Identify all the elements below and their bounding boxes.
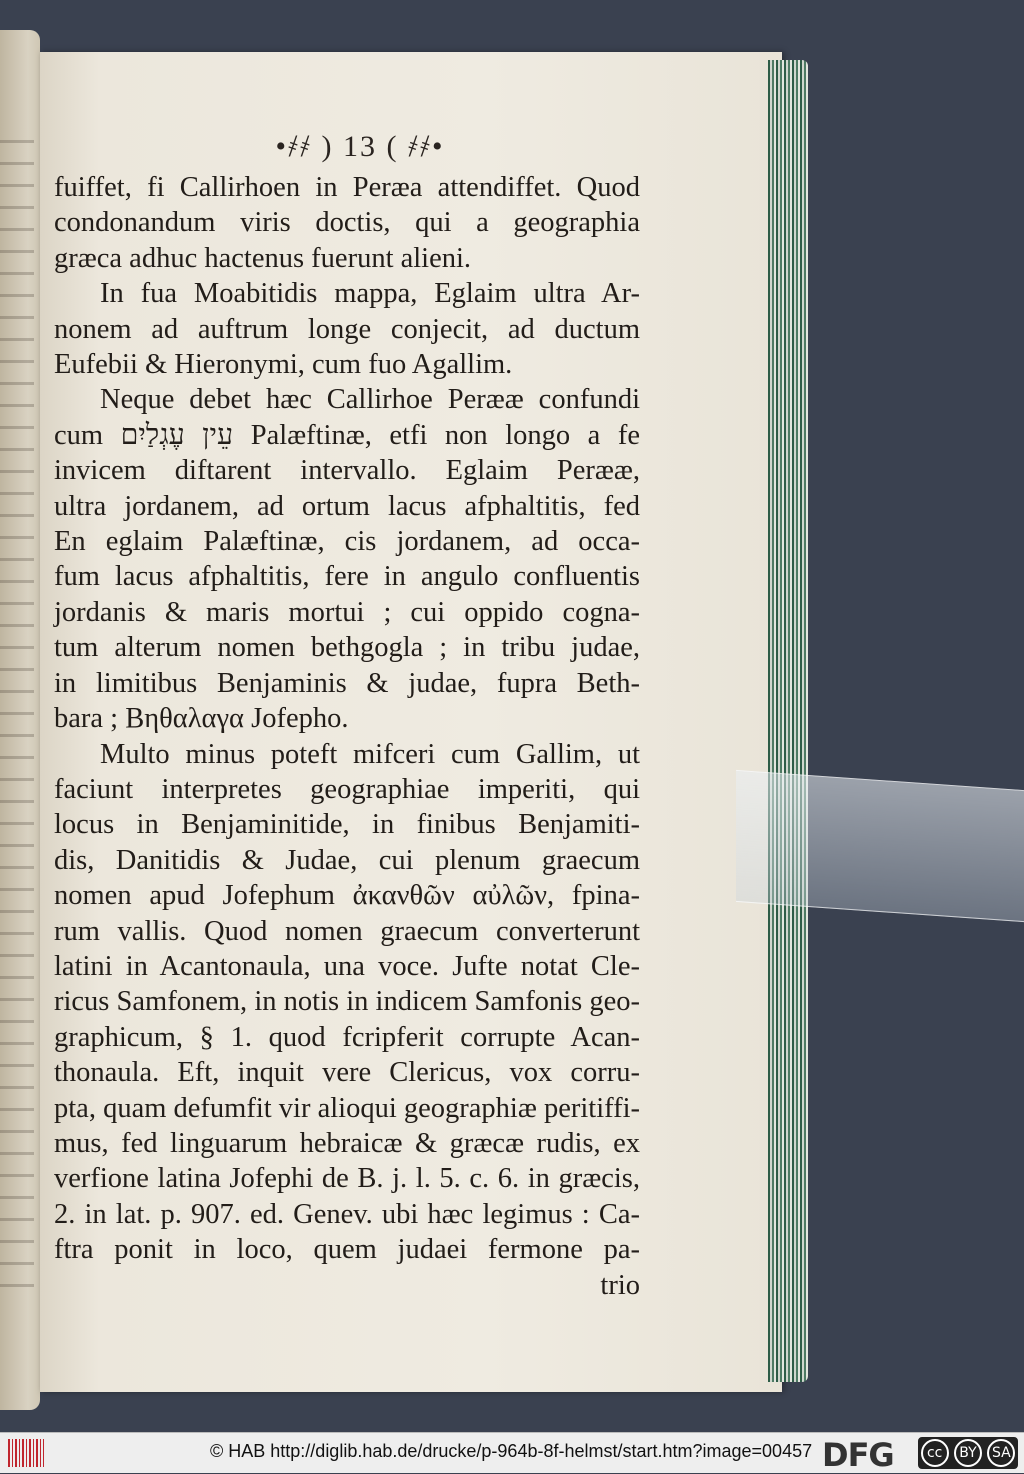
text-line: Neque debet hæc Callirhoe Perææ confundi (100, 384, 640, 416)
cc-icon: cc (921, 1439, 949, 1467)
text-line: thonaula. Eft, inquit vere Clericus, vox corru- (54, 1057, 640, 1089)
dfg-logo: DFG (822, 1436, 894, 1474)
text-line: tum alterum nomen bethgogla ; in tribu judae, (54, 632, 640, 664)
text-line: invicem diftarent intervallo. Eglaim Perææ, (54, 455, 640, 487)
text-line: nomen apud Jofephum ἀκανθῶν αὐλῶν, fpina- (54, 880, 640, 912)
page-block-edge (768, 60, 808, 1382)
text-line: En eglaim Palæftinæ, cis jordanem, ad occa- (54, 526, 640, 558)
text-line: dis, Danitidis & Judae, cui plenum graecum (54, 844, 640, 876)
text-line: græca adhuc hactenus fuerunt alieni. (54, 242, 472, 274)
text-line: fuiffet, fi Callirhoen in Peræa attendiffet. Quod (54, 172, 640, 203)
text-line: in limitibus Benjaminis & judae, fupra Beth- (54, 667, 640, 699)
facing-page-text-fragments (0, 140, 34, 1300)
text-line: rum vallis. Quod nomen graecum converterunt (54, 915, 640, 947)
text-line: trio (600, 1269, 640, 1301)
text-line: faciunt interpretes geographiae imperiti, qui (54, 773, 640, 805)
text-line: graphicum, § 1. quod fcripferit corrupte Acan- (54, 1021, 640, 1053)
text-line: fum lacus afphaltitis, fere in angulo confluentis (54, 561, 640, 593)
text-line: Multo minus poteft mifceri cum Gallim, ut (100, 738, 640, 770)
text-line: In fua Moabitidis mappa, Eglaim ultra Ar- (100, 278, 640, 310)
text-line: pta, quam defumfit vir alioqui geographiæ peritiffi- (54, 1092, 640, 1124)
barcode-icon (8, 1439, 44, 1467)
running-head: •҂҂ ) 13 ( ҂҂• (275, 130, 445, 163)
text-line: ultra jordanem, ad ortum lacus afphaltitis, fed (54, 490, 640, 522)
text-line: Eufebii & Hieronymi, cum fuo Agallim. (54, 349, 513, 381)
cc-license-badge[interactable] (918, 1437, 1018, 1469)
page-text (54, 170, 640, 1303)
text-line: 2. in lat. p. 907. ed. Genev. ubi hæc legimus : Ca- (54, 1198, 640, 1230)
viewer-footer (0, 1432, 1024, 1473)
text-line: bara ; Βηθαλαγα Jofepho. (54, 703, 349, 735)
by-icon: BY (954, 1439, 982, 1467)
text-line: mus, fed linguarum hebraicæ & græcæ rudis, ex (54, 1127, 640, 1159)
text-line: verfione latina Jofephi de B. j. l. 5. c. 6. in græcis, (54, 1163, 640, 1195)
text-line: ricus Samfonem, in notis in indicem Samfonis geo- (54, 986, 640, 1018)
glass-clamp (736, 770, 1024, 922)
sa-icon: SA (987, 1439, 1015, 1467)
text-line: ftra ponit in loco, quem judaei fermone pa- (54, 1234, 640, 1266)
text-line: condonandum viris doctis, qui a geographia (54, 207, 640, 239)
text-line: locus in Benjaminitide, in finibus Benjamiti- (54, 809, 640, 841)
text-line: jordanis & maris mortui ; cui oppido cogna- (54, 596, 640, 628)
text-line: latini in Acantonaula, una voce. Jufte notat Cle- (54, 950, 640, 982)
text-line: nonem ad auftrum longe conjecit, ad ductum (54, 313, 640, 345)
text-line: cum עֵין עֶגְלַיִם Palæftinæ, etfi non longo a fe (54, 419, 641, 451)
copyright-link[interactable]: © HAB http://diglib.hab.de/drucke/p-964b-8f-helmst/start.htm?image=00457 (210, 1441, 813, 1461)
